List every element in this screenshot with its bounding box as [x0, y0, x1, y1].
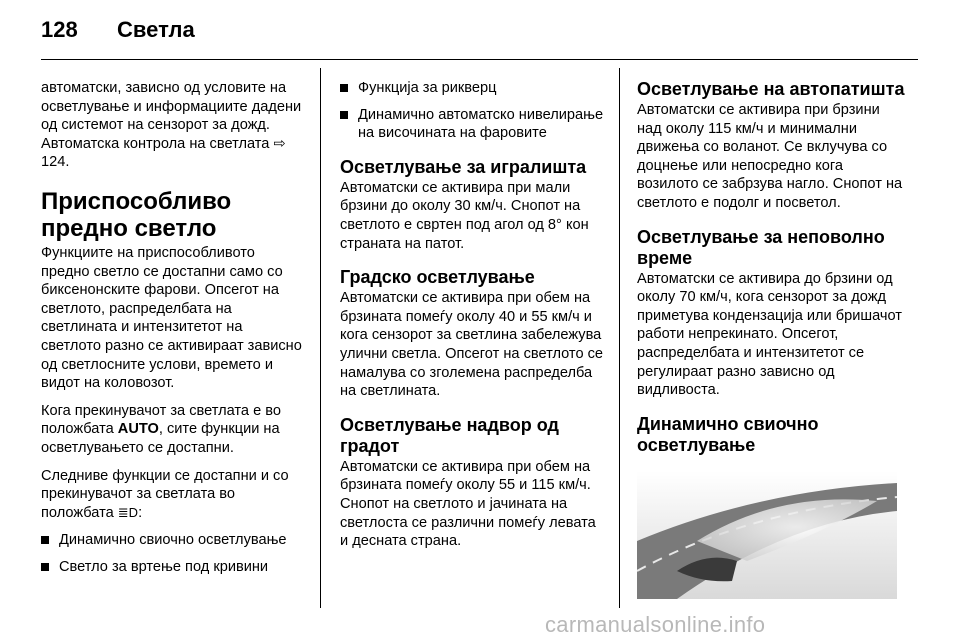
paragraph-motorway: Автоматски се активира при брзини над околу 115 км/ч и минимални движења со воланот. Се вклучува со доцнење или непосредно кога возилото се забрзува нагло. Снопот на светлото е подолг и посветол.	[637, 102, 903, 211]
list-item-text: Функција за рикверц	[358, 80, 497, 96]
heading-playground-light: Осветлување за игралишта	[340, 156, 587, 177]
column-2	[340, 79, 604, 560]
heading-motorway-light: Осветлување на автопатишта	[637, 79, 905, 99]
bullet-icon	[340, 111, 348, 119]
auto-text-b: , сите функции на осветлувањето се достапни.	[41, 421, 280, 456]
bullet-list-1	[41, 531, 303, 576]
list-item	[41, 558, 303, 577]
heading-adaptive-light: Приспособливо предно светло	[41, 187, 232, 242]
paragraph-playground: Автоматски се активира при мали брзини до околу 30 км/ч. Снопот на светлото е свртен под агол од 8° кон страната на патот.	[340, 179, 589, 252]
paragraph-city: Автоматски се активира при обем на брзината помеѓу околу 40 и 55 км/ч и кога сензорот за светлина забележува улични светла. Опсегот на светлото се намалува со зголемена распределба на светлината.	[340, 290, 604, 400]
auto-label: AUTO	[117, 421, 159, 438]
paragraph-bad-weather: Автоматски се активира до брзини од околу 70 км/ч, кога сензорот за дожд приметува кондензација или бришачот работи непрекинато. Опсегот, распределбата и интензитетот се регулираат разно зависно од видливоста.	[637, 270, 902, 399]
bullet-icon	[340, 84, 348, 92]
list-item	[340, 79, 604, 98]
paragraph-adaptive: Функциите на приспособливото предно светло се достапни само со биксенонските фарови. Опсегот на светлото, распределбата на светлината и интензитетот на светлото разно се активираат зависно од светлосните услови, времето и видот на коловозот.	[41, 244, 302, 392]
list-item	[340, 106, 604, 143]
column-divider-2	[619, 68, 620, 608]
switch-text-end: :	[138, 504, 143, 521]
list-item	[41, 531, 303, 550]
bullet-icon	[41, 536, 49, 544]
list-item-text: Динамично свиочно осветлување	[59, 532, 287, 549]
switch-text: Следниве функции се достапни и со прекинувачот за светлата во положбата	[41, 467, 289, 521]
list-item-text: Динамично автоматско нивелирање на височината на фаровите	[358, 106, 604, 142]
page-number: 128	[41, 17, 78, 42]
bullet-list-2	[340, 79, 604, 143]
paragraph-country: Автоматски се активира при обем на брзината помеѓу околу 55 и 115 км/ч. Снопот на светлото и јачината на светлоста се различни помеѓу левата и десната страна.	[340, 458, 596, 550]
reference-arrow-icon: ⇨	[273, 135, 286, 152]
list-item-text: Светло за вртење под кривини	[59, 558, 269, 575]
column-1	[41, 79, 303, 584]
intro-text: автоматски, зависно од условите на осветлување и информациите дадени од системот на сензорот за дожд. Автоматска контрола на светлата	[41, 80, 302, 152]
paragraph-auto	[41, 402, 303, 458]
watermark: carmanualsonline.info	[545, 612, 766, 637]
heading-city-light: Градско осветлување	[340, 267, 535, 288]
bullet-icon	[41, 563, 49, 571]
section-title: Светла	[117, 17, 195, 42]
heading-dynamic-curve-light: Динамично свиочно осветлување	[637, 413, 819, 455]
road-diagram-svg	[637, 471, 897, 599]
column-3	[637, 79, 907, 457]
page-reference: 124.	[41, 154, 70, 171]
paragraph-switch	[41, 467, 303, 523]
column-divider-1	[320, 68, 321, 608]
heading-country-light: Осветлување надвор од градот	[340, 414, 559, 456]
auto-text-a: Кога прекинувачот за светлата е во положбата	[41, 402, 281, 438]
heading-bad-weather-light: Осветлување за неповолно време	[637, 226, 885, 268]
header-rule	[41, 59, 918, 60]
paragraph-intro	[41, 79, 303, 172]
curve-light-illustration	[637, 471, 897, 599]
headlight-icon: ≣D	[117, 504, 139, 520]
